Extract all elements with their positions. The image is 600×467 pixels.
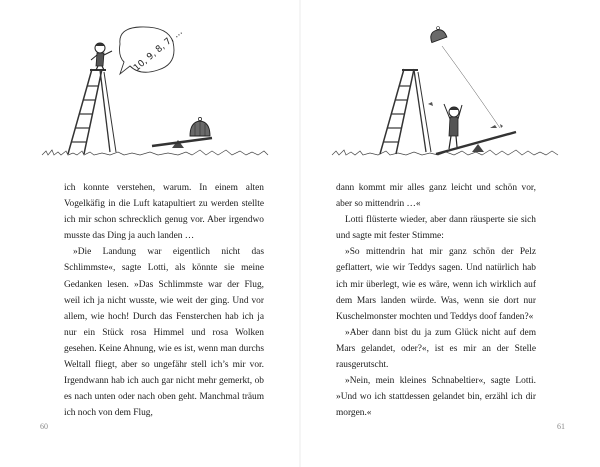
left-page-text [64,180,264,421]
countdown-bubble-text: 10, 9, 8, 7, ... [132,27,185,74]
paragraph: ich konnte verstehen, warum. In einem alten Vogelkäfig in die Luft katapultiert zu werden stellte ich mir schon schrecklich genug vor. Aber irgendwo musste das Ding ja auch landen … [64,183,264,242]
paragraph: »Aber dann bist du ja zum Glück nicht auf dem Mars gelandet, oder?«, ist es mir an der Stelle rausgerutscht. [336,327,536,371]
right-page-text [336,180,536,421]
seesaw-launch-illustration [330,24,560,174]
paragraph: dann kommt mir alles ganz leicht und schön vor, aber so mittendrin …« [336,183,536,210]
page-number: 60 [40,422,48,431]
paragraph: »So mittendrin hat mir ganz schön der Pelz geflattert, wie wir Teddys sagen. Und natürlich hab ich mir überlegt, wie es wäre, wenn ich wirklich auf dem Mars landen würde. Was, wenn sie dort nur Kuschelmonster mochten und Teddys doof fanden?« [336,247,536,322]
right-page [300,0,600,467]
paragraph: »Die Landung war eigentlich nicht das Schlimmste«, sagte Lotti, als könnte sie meine Gedanken lesen. »Das Schlimmste war der Flug, weil ich ja nicht wusste, wie weit der ging. Und vor allem, wie hoch! Durch das Fensterchen hab ich ja nur ein Stück rosa Himmel und rosa Wolken gesehen. Keine Ahnung, wie es ist, wenn man durchs Weltall fliegt, aber so ungefähr stell ich’s mir vor. Irgendwann hab ich auch gar nicht mehr gemerkt, ob es nach unten oder nach oben geht. Manchmal träum ich noch von dem Flug, [64,247,264,419]
ladder-countdown-illustration [40,24,270,174]
paragraph: »Nein, mein kleines Schnabeltier«, sagte Lotti. »Und wo ich stattdessen gelandet bin, erzähl ich dir morgen.« [336,376,536,419]
page-number: 61 [557,422,565,431]
paragraph: Lotti flüsterte wieder, aber dann räusperte sie sich und sagte mit fester Stimme: [336,215,536,242]
